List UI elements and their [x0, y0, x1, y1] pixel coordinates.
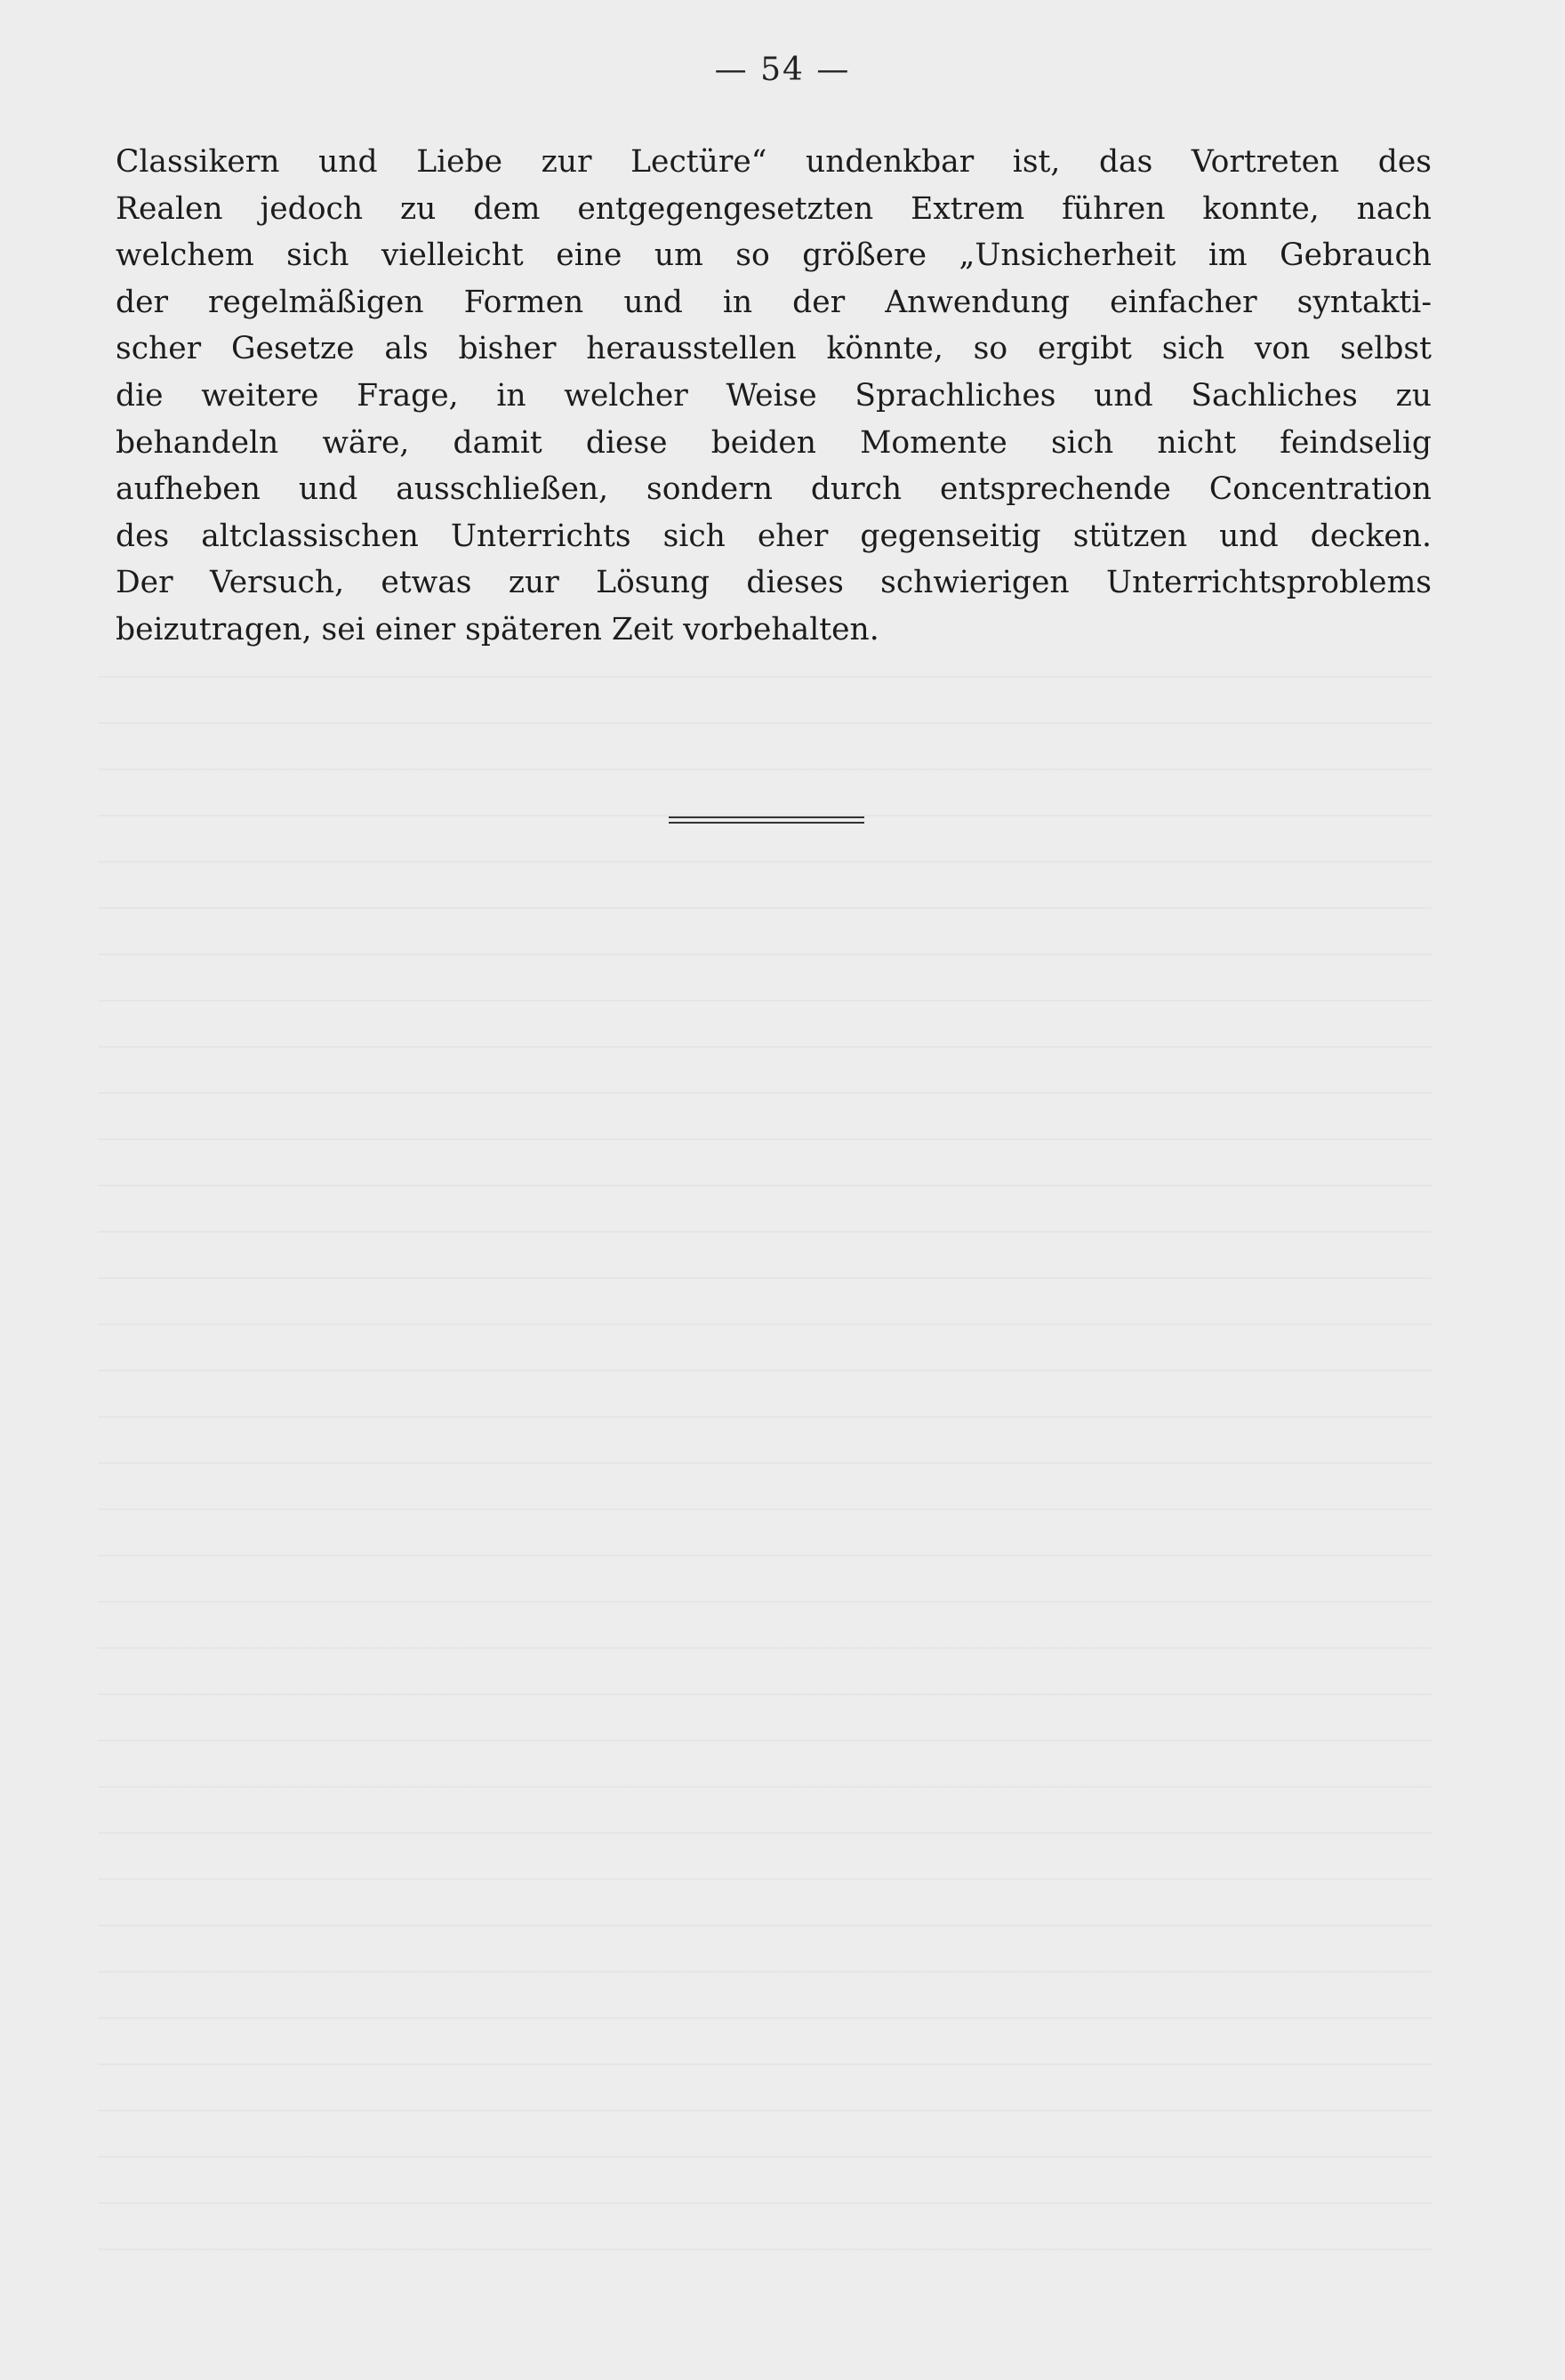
rule-line — [669, 822, 864, 824]
show-through-texture — [98, 676, 1432, 2295]
text-line: Der Versuch, etwas zur Lösung dieses schwierigen Unterrichtsproblems — [116, 565, 1432, 601]
text-line: behandeln wäre, damit diese beiden Momente sich nicht feindselig — [116, 424, 1432, 461]
text-line: welchem sich vielleicht eine um so größere „Unsicherheit im Gebrauch — [116, 237, 1432, 274]
text-line: der regelmäßigen Formen und in der Anwendung einfacher syntakti- — [116, 284, 1432, 320]
text-line: die weitere Frage, in welcher Weise Sprachliches und Sachliches zu — [116, 377, 1432, 414]
text-line: aufheben und ausschließen, sondern durch entsprechende Concentration — [116, 471, 1432, 508]
text-line: beizutragen, sei einer späteren Zeit vorbehalten. — [116, 611, 879, 647]
text-line: scher Gesetze als bisher herausstellen könnte, so ergibt sich von selbst — [116, 331, 1432, 367]
section-end-rule — [669, 816, 864, 825]
text-line: Classikern und Liebe zur Lectüre“ undenkbar ist, das Vortreten des — [116, 144, 1432, 180]
text-line: des altclassischen Unterrichts sich eher gegenseitig stützen und decken. — [116, 518, 1432, 554]
text-line: Realen jedoch zu dem entgegengesetzten Extrem führen konnte, nach — [116, 190, 1432, 227]
body-paragraph — [116, 139, 1432, 654]
rule-line — [669, 816, 864, 818]
page-number: — 54 — — [714, 52, 851, 88]
